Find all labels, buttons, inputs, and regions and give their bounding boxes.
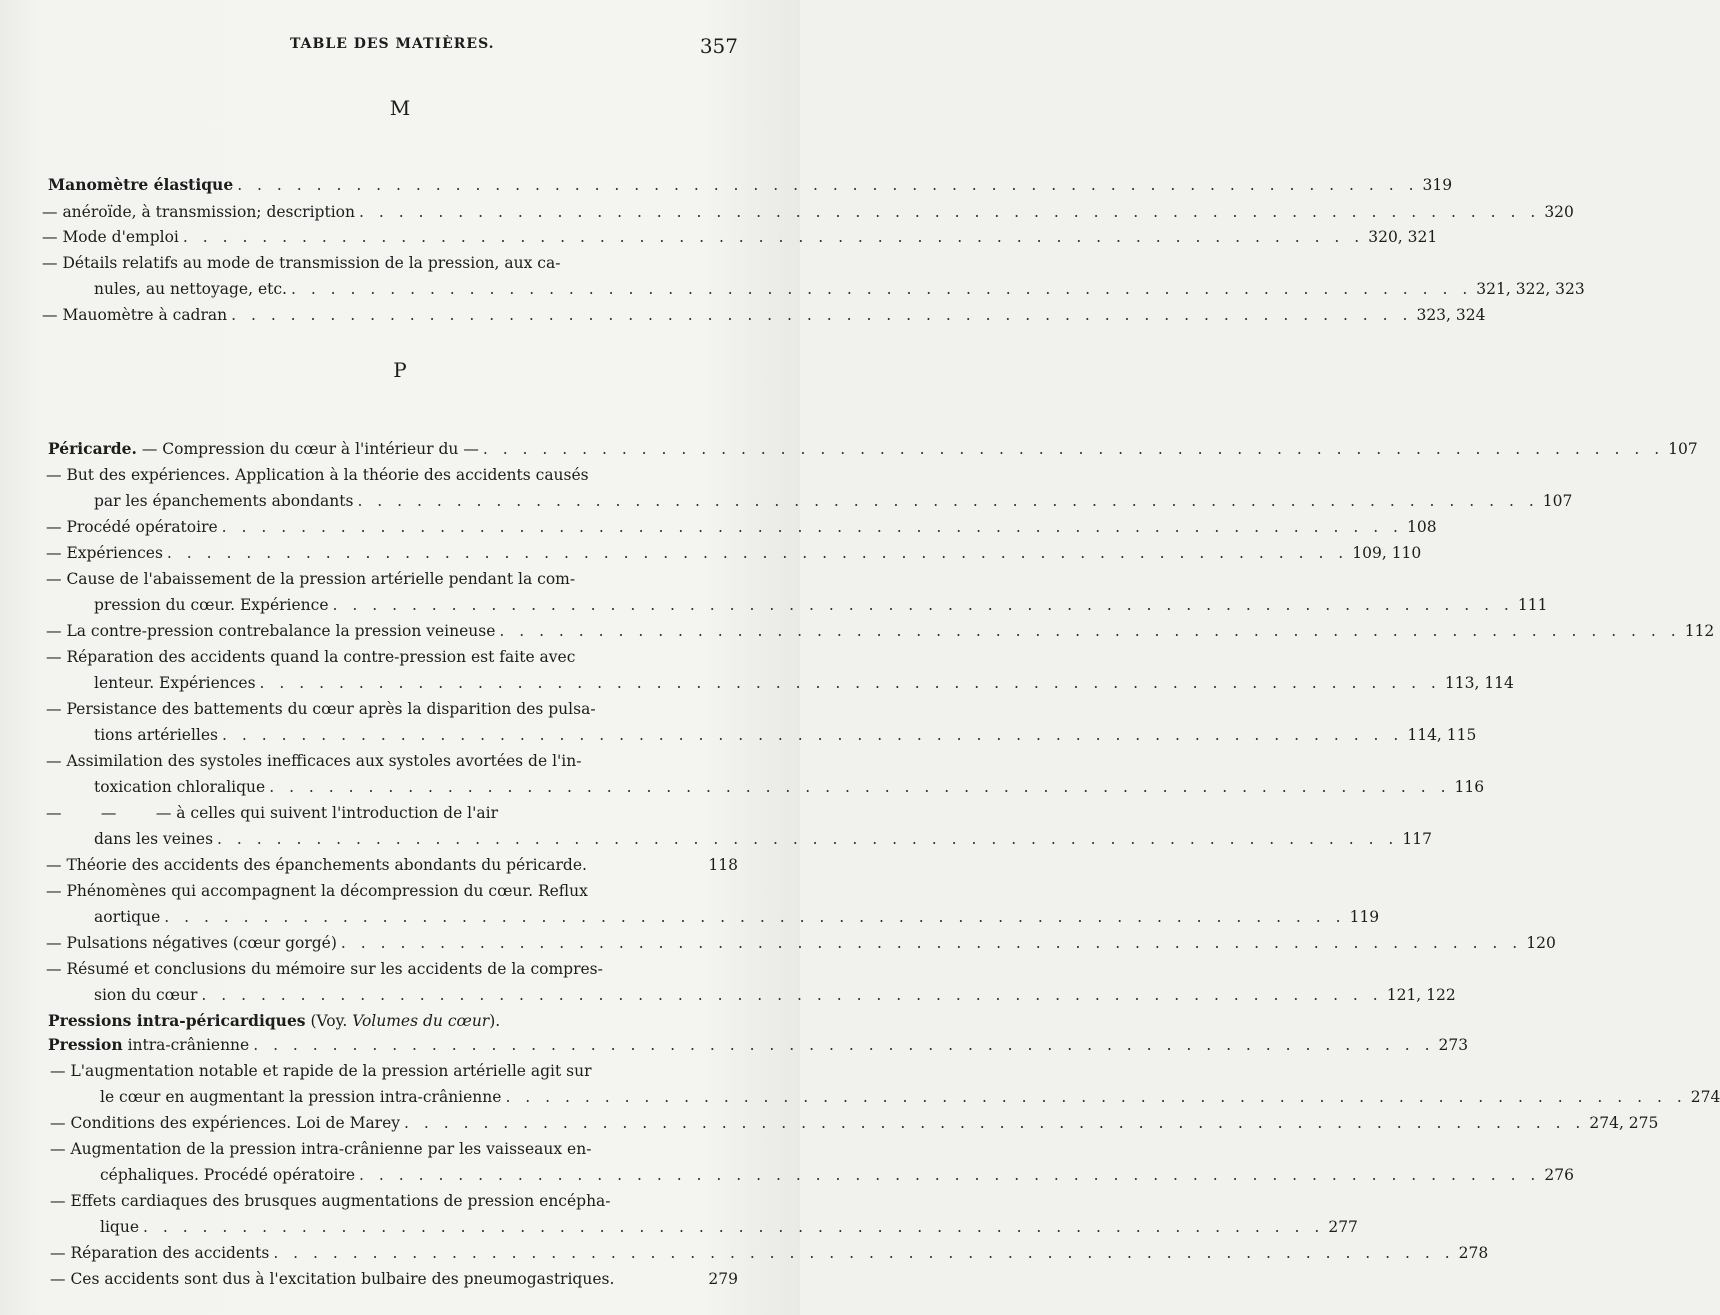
entry-label: lenteur. Expériences <box>94 674 256 692</box>
section-letter-m: M <box>389 96 411 120</box>
index-entry <box>100 1162 1574 1188</box>
entry-text <box>46 618 495 644</box>
entry-text <box>46 748 581 774</box>
entry-label: Conditions des expériences. Loi de Marey <box>70 1114 401 1132</box>
dot-leader: . . . . . . . . . . . . . . . . . . . . . . . . . . . . . . . . . . . . . . . . . . . . . . . . . . . . . . . . . . . . <box>221 518 1403 536</box>
entry-dash: — <box>46 648 67 666</box>
index-entry <box>42 302 1486 328</box>
entry-label: But des expériences. Application à la théorie des accidents causés <box>66 466 589 484</box>
entry-text <box>46 566 575 592</box>
index-entry <box>94 982 1456 1008</box>
entry-text <box>94 982 197 1008</box>
index-entry <box>94 592 1548 618</box>
entry-dash: — — — <box>46 804 177 822</box>
page-reference: 107 <box>1668 440 1698 458</box>
entry-dash: — <box>50 1192 71 1210</box>
index-entry <box>48 1032 1469 1058</box>
entry-label: pression du cœur. Expérience <box>94 596 329 614</box>
index-entry <box>46 852 738 878</box>
entry-text <box>46 644 575 670</box>
entry-text <box>94 276 287 302</box>
page-header <box>0 36 800 60</box>
entry-label: Résumé et conclusions du mémoire sur les accidents de la compres- <box>66 960 603 978</box>
entry-text <box>42 250 560 276</box>
entry-text <box>100 1214 139 1240</box>
index-entry <box>48 172 1453 198</box>
page-reference: 320, 321 <box>1368 228 1438 246</box>
entry-label: Théorie des accidents des épanchements abondants du péricarde. <box>66 856 587 874</box>
entry-label: par les épanchements abondants <box>94 492 354 510</box>
index-entry <box>46 800 738 826</box>
entry-label: dans les veines <box>94 830 214 848</box>
entry-label: Mauomètre à cadran <box>62 306 228 324</box>
index-entry <box>46 878 738 904</box>
dot-leader: . . . . . . . . . . . . . . . . . . . . . . . . . . . . . . . . . . . . . . . . . . . . . . . . . . . . . . . . . . . . <box>253 1036 1435 1054</box>
index-entry <box>46 618 1715 644</box>
entry-text <box>42 199 355 225</box>
entry-label: sion du cœur <box>94 986 198 1004</box>
entry-dash: — <box>46 622 67 640</box>
entry-text <box>46 956 603 982</box>
entry-heading: Péricarde. <box>48 439 137 458</box>
index-entry <box>46 930 1556 956</box>
dot-leader: . . . . . . . . . . . . . . . . . . . . . . . . . . . . . . . . . . . . . . . . . . . . . . . . . . . . . . . . . . . . <box>164 908 1346 926</box>
entry-text <box>42 302 227 328</box>
dot-leader: . . . . . . . . . . . . . . . . . . . . . . . . . . . . . . . . . . . . . . . . . . . . . . . . . . . . . . . . . . . . <box>269 778 1451 796</box>
dot-leader: . . . . . . . . . . . . . . . . . . . . . . . . . . . . . . . . . . . . . . . . . . . . . . . . . . . . . . . . . . . . <box>201 986 1383 1004</box>
dot-leader: . . . . . . . . . . . . . . . . . . . . . . . . . . . . . . . . . . . . . . . . . . . . . . . . . . . . . . . . . . . . <box>222 726 1404 744</box>
entry-dash: — <box>46 960 67 978</box>
entry-text <box>50 1266 614 1292</box>
index-entry <box>50 1188 738 1214</box>
page-reference: 109, 110 <box>1352 544 1422 562</box>
index-entry <box>42 250 738 276</box>
dot-leader: . . . . . . . . . . . . . . . . . . . . . . . . . . . . . . . . . . . . . . . . . . . . . . . . . . . . . . . . . . . . <box>359 1166 1541 1184</box>
entry-dash: — <box>46 856 67 874</box>
entry-text <box>50 1188 611 1214</box>
entry-label: Persistance des battements du cœur après la disparition des pulsa- <box>66 700 596 718</box>
dot-leader: . . . . . . . . . . . . . . . . . . . . . . . . . . . . . . . . . . . . . . . . . . . . . . . . . . . . . . . . . . . . <box>166 544 1349 562</box>
page-reference: 116 <box>1454 778 1485 796</box>
page-reference: 114, 115 <box>1407 726 1477 744</box>
page-reference: 107 <box>1542 492 1573 510</box>
entry-dash: — <box>46 700 67 718</box>
entry-label: Effets cardiaques des brusques augmentations de pression encépha- <box>70 1192 611 1210</box>
entry-label: anéroïde, à transmission; description <box>62 203 355 221</box>
dot-leader: . . . . . . . . . . . . . . . . . . . . . . . . . . . . . . . . . . . . . . . . . . . . . . . . . . . . . . . . . . . . <box>482 440 1665 458</box>
index-entry <box>46 462 738 488</box>
index-entry <box>48 1008 738 1034</box>
page-reference: 119 <box>1349 908 1380 926</box>
page-reference: 321, 322, 323 <box>1476 280 1585 298</box>
entry-label: Cause de l'abaissement de la pression artérielle pendant la com- <box>66 570 576 588</box>
index-entry <box>94 670 1514 696</box>
entry-dash: — <box>50 1270 71 1288</box>
entry-label: Expériences <box>66 544 163 562</box>
entry-dash: — <box>46 752 67 770</box>
entry-label: Augmentation de la pression intra-crânienne par les vaisseaux en- <box>70 1140 592 1158</box>
entry-label: L'augmentation notable et rapide de la pression artérielle agit sur <box>70 1062 592 1080</box>
dot-leader: . . . . . . . . . . . . . . . . . . . . . . . . . . . . . . . . . . . . . . . . . . . . . . . . . . . . . . . . . . . . <box>217 830 1399 848</box>
entry-dash: — <box>42 203 63 221</box>
index-entry <box>94 774 1485 800</box>
entry-text <box>94 904 160 930</box>
entry-dash: — <box>50 1114 71 1132</box>
index-entry <box>94 276 1585 302</box>
page-reference: 120 <box>1526 934 1556 952</box>
entry-text <box>46 514 218 540</box>
entry-text <box>94 774 265 800</box>
entry-label: nules, au nettoyage, etc. <box>94 280 287 298</box>
entry-text <box>46 930 337 956</box>
page-reference: 111 <box>1517 596 1548 614</box>
entry-text <box>50 1240 269 1266</box>
entry-label: à celles qui suivent l'introduction de l'air <box>176 804 498 822</box>
entry-label: — Compression du cœur à l'intérieur du — <box>136 440 479 458</box>
entry-dash: — <box>46 544 67 562</box>
dot-leader: . . . . . . . . . . . . . . . . . . . . . . . . . . . . . . . . . . . . . . . . . . . . . . . . . . . . . . . . . . . . <box>357 492 1539 510</box>
index-entry <box>46 514 1437 540</box>
entry-label: Réparation des accidents <box>70 1244 270 1262</box>
entry-text <box>46 462 589 488</box>
dot-leader: . . . . . . . . . . . . . . . . . . . . . . . . . . . . . . . . . . . . . . . . . . . . . . . . . . . . . . . . . . . . <box>143 1218 1325 1236</box>
entry-text <box>46 800 498 826</box>
index-entry <box>94 904 1380 930</box>
page-number: 357 <box>699 34 738 58</box>
entry-dash: — <box>50 1244 71 1262</box>
entry-text <box>46 852 587 878</box>
entry-heading: Pressions intra-péricardiques <box>48 1011 306 1030</box>
entry-label: Assimilation des systoles inefficaces aux systoles avortées de l'in- <box>66 752 582 770</box>
index-entry <box>42 224 1438 250</box>
entry-text <box>94 488 353 514</box>
dot-leader: . . . . . . . . . . . . . . . . . . . . . . . . . . . . . . . . . . . . . . . . . . . . . . . . . . . . . . . . . . . . <box>290 280 1473 298</box>
entry-text <box>100 1084 501 1110</box>
index-entry <box>50 1136 738 1162</box>
entry-heading: Manomètre élastique <box>48 175 234 194</box>
page-reference: 323, 324 <box>1416 306 1486 324</box>
entry-text <box>50 1058 592 1084</box>
entry-text <box>94 670 256 696</box>
entry-label: le cœur en augmentant la pression intra-crânienne <box>100 1088 502 1106</box>
index-entry <box>100 1214 1358 1240</box>
index-entry <box>50 1240 1489 1266</box>
index-entry <box>50 1266 738 1292</box>
index-entry <box>50 1058 738 1084</box>
entry-dash: — <box>46 934 67 952</box>
index-entry <box>42 199 1574 225</box>
index-entry <box>46 748 738 774</box>
entry-dash: — <box>42 254 63 272</box>
entry-text <box>42 224 179 250</box>
dot-leader: . . . . . . . . . . . . . . . . . . . . . . . . . . . . . . . . . . . . . . . . . . . . . . . . . . . . . . . . . . . . <box>505 1088 1687 1106</box>
entry-label: La contre-pression contrebalance la pression veineuse <box>66 622 496 640</box>
index-entry <box>50 1110 1659 1136</box>
page-reference: 274 <box>1690 1088 1720 1106</box>
entry-heading: Pression <box>48 1035 123 1054</box>
entry-label: Phénomènes qui accompagnent la décompression du cœur. Reflux <box>66 882 588 900</box>
dot-leader: . . . . . . . . . . . . . . . . . . . . . . . . . . . . . . . . . . . . . . . . . . . . . . . . . . . . . . . . . . . . <box>499 622 1681 640</box>
entry-dash: — <box>46 570 67 588</box>
page-reference: 108 <box>1407 518 1437 536</box>
entry-label: tions artérielles <box>94 726 219 744</box>
entry-label: intra-crânienne <box>122 1036 250 1054</box>
dot-leader: . . . . . . . . . . . . . . . . . . . . . . . . . . . . . . . . . . . . . . . . . . . . . . . . . . . . . . . . . . . . <box>273 1244 1455 1262</box>
dot-leader: . . . . . . . . . . . . . . . . . . . . . . . . . . . . . . . . . . . . . . . . . . . . . . . . . . . . . . . . . . . . <box>231 306 1413 324</box>
page-reference: 278 <box>1458 1244 1489 1262</box>
entry-label: Procédé opératoire <box>66 518 218 536</box>
page-reference: 113, 114 <box>1444 674 1514 692</box>
page-reference: 118 <box>708 856 738 874</box>
entry-text <box>48 172 233 198</box>
entry-text <box>48 1032 249 1058</box>
dot-leader: . . . . . . . . . . . . . . . . . . . . . . . . . . . . . . . . . . . . . . . . . . . . . . . . . . . . . . . . . . . . <box>182 228 1365 246</box>
entry-dash: — <box>42 228 63 246</box>
dot-leader: . . . . . . . . . . . . . . . . . . . . . . . . . . . . . . . . . . . . . . . . . . . . . . . . . . . . . . . . . . . . <box>259 674 1441 692</box>
dot-leader: . . . . . . . . . . . . . . . . . . . . . . . . . . . . . . . . . . . . . . . . . . . . . . . . . . . . . . . . . . . . <box>358 203 1541 221</box>
entry-label: céphaliques. Procédé opératoire <box>100 1166 356 1184</box>
entry-label: Mode d'emploi <box>62 228 179 246</box>
entry-text <box>50 1136 591 1162</box>
entry-text <box>94 592 329 618</box>
dot-leader: . . . . . . . . . . . . . . . . . . . . . . . . . . . . . . . . . . . . . . . . . . . . . . . . . . . . . . . . . . . . <box>404 1114 1586 1132</box>
entry-text <box>48 436 479 462</box>
entry-text <box>46 696 596 722</box>
entry-dash: — <box>50 1062 71 1080</box>
section-letter-p: P <box>393 358 407 382</box>
page-reference: 320 <box>1544 203 1574 221</box>
index-entry <box>46 540 1422 566</box>
entry-dash: — <box>46 882 67 900</box>
index-entry <box>94 722 1477 748</box>
dot-leader: . . . . . . . . . . . . . . . . . . . . . . . . . . . . . . . . . . . . . . . . . . . . . . . . . . . . . . . . . . . . <box>340 934 1523 952</box>
entry-label: Ces accidents sont dus à l'excitation bulbaire des pneumogastriques. <box>70 1270 615 1288</box>
running-title: TABLE DES MATIÈRES. <box>290 36 495 52</box>
index-entry <box>46 956 738 982</box>
entry-label: Détails relatifs au mode de transmission de la pression, aux ca- <box>62 254 561 272</box>
index-entry <box>46 566 738 592</box>
entry-dash: — <box>46 518 67 536</box>
entry-label: (Voy. Volumes du cœur). <box>305 1012 501 1030</box>
entry-text <box>100 1162 355 1188</box>
entry-label: aortique <box>94 908 161 926</box>
page-reference: 274, 275 <box>1589 1114 1659 1132</box>
entry-dash: — <box>46 466 67 484</box>
entry-dash: — <box>50 1140 71 1158</box>
index-entry <box>46 644 738 670</box>
entry-text <box>50 1110 400 1136</box>
entry-text <box>94 826 213 852</box>
page-reference: 117 <box>1402 830 1432 848</box>
index-entry <box>48 436 1698 462</box>
entry-label: lique <box>100 1218 139 1236</box>
page-reference: 279 <box>708 1270 738 1288</box>
index-entry <box>46 696 738 722</box>
page-reference: 276 <box>1544 1166 1574 1184</box>
index-entry <box>94 488 1573 514</box>
page-reference: 112 <box>1684 622 1715 640</box>
entry-dash: — <box>42 306 63 324</box>
entry-text <box>94 722 218 748</box>
dot-leader: . . . . . . . . . . . . . . . . . . . . . . . . . . . . . . . . . . . . . . . . . . . . . . . . . . . . . . . . . . . . <box>237 176 1419 194</box>
entry-label: toxication chloralique <box>94 778 266 796</box>
index-entry <box>94 826 1432 852</box>
entry-text <box>48 1008 500 1034</box>
entry-label: Pulsations négatives (cœur gorgé) <box>66 934 337 952</box>
entry-text <box>46 878 588 904</box>
page-reference: 273 <box>1438 1036 1469 1054</box>
entry-label: Réparation des accidents quand la contre-pression est faite avec <box>66 648 576 666</box>
page-reference: 319 <box>1422 176 1453 194</box>
dot-leader: . . . . . . . . . . . . . . . . . . . . . . . . . . . . . . . . . . . . . . . . . . . . . . . . . . . . . . . . . . . . <box>332 596 1514 614</box>
index-entry <box>100 1084 1720 1110</box>
page-reference: 121, 122 <box>1386 986 1456 1004</box>
page-reference: 277 <box>1328 1218 1358 1236</box>
entry-text <box>46 540 163 566</box>
